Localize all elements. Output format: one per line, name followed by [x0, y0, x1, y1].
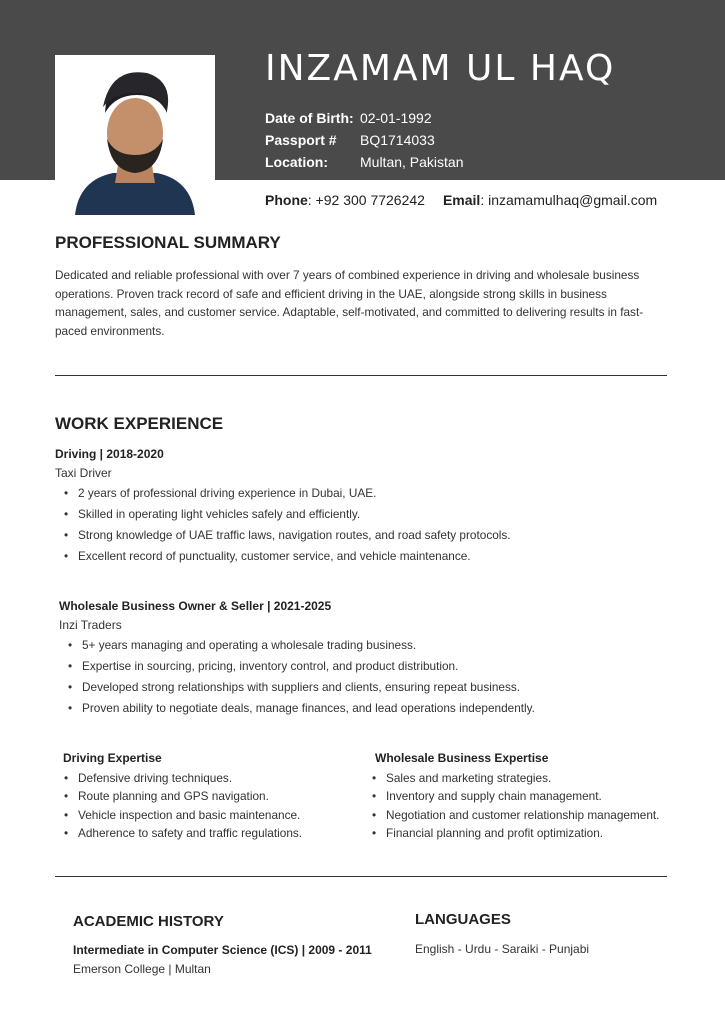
- list-item: • Strong knowledge of UAE traffic laws, navigation routes, and road safety protocols.: [62, 525, 662, 546]
- phone-label: Phone: [265, 192, 308, 208]
- list-item: • Negotiation and customer relationship management.: [370, 806, 690, 824]
- skills-list: [370, 769, 690, 842]
- languages-list: English - Urdu - Saraiki - Punjabi: [415, 942, 590, 956]
- email-label: Email: [442, 192, 481, 208]
- job-title: Wholesale Business Owner & Seller | 2021-2025: [59, 599, 332, 613]
- dob-row: [265, 110, 432, 126]
- list-item: • Financial planning and profit optimization.: [370, 824, 690, 842]
- list-item: • Skilled in operating light vehicles safely and efficiently.: [62, 504, 662, 525]
- dob-value: 02-01-1992: [360, 110, 432, 126]
- languages-heading: LANGUAGES: [415, 911, 511, 928]
- list-item: • Vehicle inspection and basic maintenance.: [62, 806, 362, 824]
- email-value: : inzamamulhaq@gmail.com: [480, 192, 658, 208]
- summary-heading: PROFESSIONAL SUMMARY: [55, 233, 281, 252]
- list-item: • Inventory and supply chain management.: [370, 787, 690, 805]
- job-title: Driving | 2018-2020: [55, 447, 164, 461]
- work-experience-heading: WORK EXPERIENCE: [55, 414, 224, 433]
- dob-label: Date of Birth:: [265, 110, 354, 126]
- list-item: • Proven ability to negotiate deals, manage finances, and lead operations independently.: [66, 698, 666, 719]
- academic-heading: ACADEMIC HISTORY: [73, 913, 224, 930]
- passport-value: BQ1714033: [360, 132, 435, 148]
- list-item: • Sales and marketing strategies.: [370, 769, 690, 787]
- contact-line: [265, 192, 657, 208]
- candidate-name: INZAMAM UL HAQ: [265, 48, 616, 89]
- summary-text: Dedicated and reliable professional with over 7 years of combined experience in driving and wholesale business operations. Proven track record of safe and efficient driving in the UAE, alongside strong skills in business management, sales, and customer service. Adaptable, self-motivated, and committed to delivering results in fast-paced environments.: [55, 268, 644, 338]
- job-role: Taxi Driver: [55, 466, 112, 480]
- list-item: • 2 years of professional driving experience in Dubai, UAE.: [62, 483, 662, 504]
- list-item: • Route planning and GPS navigation.: [62, 787, 362, 805]
- job-bullets: [66, 635, 666, 719]
- list-item: • Excellent record of punctuality, customer service, and vehicle maintenance.: [62, 546, 662, 567]
- degree: Intermediate in Computer Science (ICS) | 2009 - 2011: [73, 943, 372, 957]
- passport-row: [265, 132, 435, 148]
- list-item: • Expertise in sourcing, pricing, inventory control, and product distribution.: [66, 656, 666, 677]
- passport-label: Passport #: [265, 132, 337, 148]
- job-role: Inzi Traders: [59, 618, 122, 632]
- profile-photo: [55, 55, 215, 215]
- divider: [55, 876, 667, 877]
- skills-heading: Driving Expertise: [63, 751, 162, 765]
- phone-value: : +92 300 7726242: [307, 192, 425, 208]
- list-item: • 5+ years managing and operating a wholesale trading business.: [66, 635, 666, 656]
- location-label: Location:: [265, 154, 328, 170]
- list-item: • Adherence to safety and traffic regulations.: [62, 824, 362, 842]
- job-bullets: [62, 483, 662, 567]
- skills-list: [62, 769, 362, 842]
- list-item: • Defensive driving techniques.: [62, 769, 362, 787]
- location-row: [265, 154, 464, 170]
- divider: [55, 375, 667, 376]
- location-value: Multan, Pakistan: [360, 154, 464, 170]
- skills-heading: Wholesale Business Expertise: [375, 751, 549, 765]
- list-item: • Developed strong relationships with suppliers and clients, ensuring repeat business.: [66, 677, 666, 698]
- school: Emerson College | Multan: [73, 962, 211, 976]
